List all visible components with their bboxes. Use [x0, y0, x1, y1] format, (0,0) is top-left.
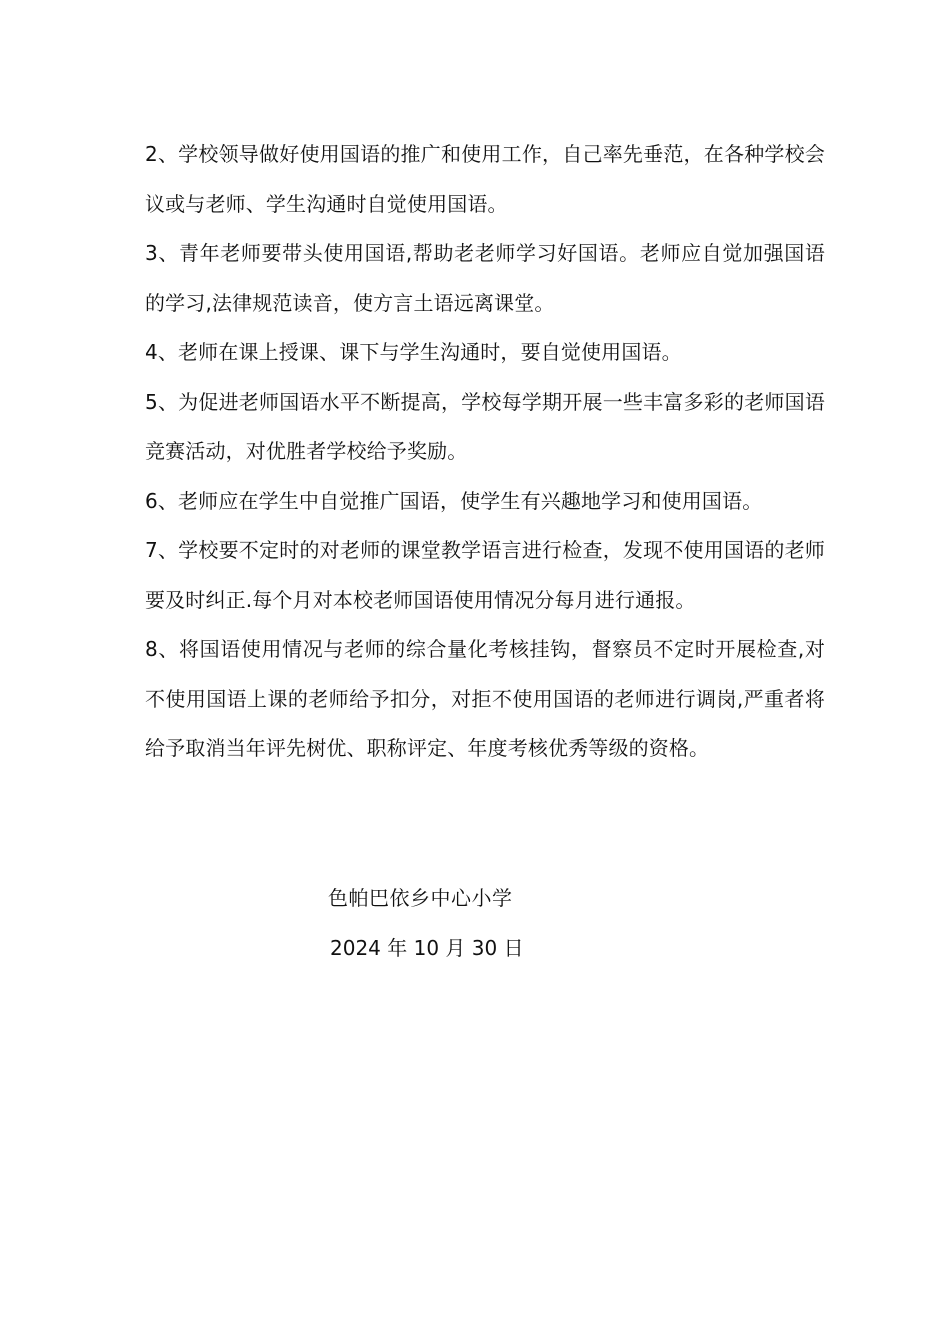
paragraph-item-4: 4、老师在课上授课、课下与学生沟通时，要自觉使用国语。 — [145, 340, 682, 364]
paragraph-item-8: 8、将国语使用情况与老师的综合量化考核挂钩，督察员不定时开展检查,对不使用国语上课的老师给予扣分，对拒不使用国语的老师进行调岗,严重者将给予取消当年评先树优、职称评定、年度考核优秀等级的资格。 — [145, 637, 825, 760]
signature-organization: 色帕巴依乡中心小学 — [328, 886, 513, 910]
paragraph-item-5: 5、为促进老师国语水平不断提高，学校每学期开展一些丰富多彩的老师国语竞赛活动，对优胜者学校给予奖励。 — [145, 389, 825, 463]
paragraph-item-6: 6、老师应在学生中自觉推广国语，使学生有兴趣地学习和使用国语。 — [145, 488, 763, 513]
document-body — [145, 130, 825, 774]
paragraph-item-3: 3、青年老师要带头使用国语,帮助老老师学习好国语。老师应自觉加强国语的学习,法律规范读音，使方言土语远离课堂。 — [145, 241, 825, 315]
signature-date: 2024 年 10 月 30 日 — [330, 936, 524, 960]
paragraph-item-2: 2、学校领导做好使用国语的推广和使用工作，自己率先垂范，在各种学校会议或与老师、学生沟通时自觉使用国语。 — [145, 142, 825, 216]
paragraph-item-7: 7、学校要不定时的对老师的课堂教学语言进行检查，发现不使用国语的老师要及时纠正.每个月对本校老师国语使用情况分每月进行通报。 — [145, 538, 825, 612]
